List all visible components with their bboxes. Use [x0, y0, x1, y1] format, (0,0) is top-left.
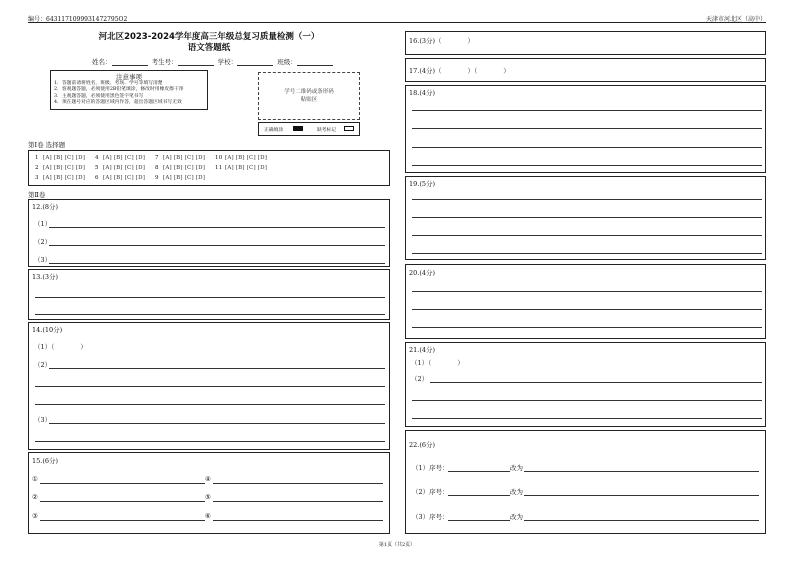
q14-label: 14.(10分): [32, 326, 63, 334]
q15-mark6: ⑥: [205, 512, 211, 520]
q12-sub3: （3）: [34, 256, 52, 264]
name-label: 姓名：: [92, 58, 112, 66]
answer-line[interactable]: [213, 501, 383, 502]
answer-line[interactable]: [524, 520, 759, 521]
q16-label: 16.(3分)（ ）: [409, 37, 475, 45]
q22-row3-prefix: （3）序号：: [412, 513, 449, 521]
mc-options[interactable]: [A] [B] [C] [D]: [103, 155, 146, 161]
q22-box: [405, 430, 766, 534]
mark-sample-box: [258, 122, 360, 136]
q15-label: 15.(6分): [32, 457, 59, 465]
answer-line[interactable]: [35, 441, 385, 442]
q15-mark5: ⑤: [205, 493, 211, 501]
q21-sub1: （1）（ ）: [411, 359, 464, 367]
barcode-line1: 学号二维码或条形码: [284, 89, 334, 95]
answer-line[interactable]: [35, 297, 385, 298]
mc-options[interactable]: [A] [B] [C] [D]: [43, 165, 86, 171]
q19-box: [405, 176, 766, 260]
q22-row3-change: 改为: [510, 513, 523, 521]
q15-mark4: ④: [205, 475, 211, 483]
q13-label: 13.(3分): [32, 273, 59, 281]
q22-row1-change: 改为: [510, 464, 523, 472]
notice-item: 2．客观题答题，必须使用2B铅笔填涂，修改时用橡皮擦干净: [54, 87, 184, 93]
answer-line[interactable]: [524, 471, 759, 472]
student-id-field[interactable]: [178, 58, 214, 66]
student-info: [92, 57, 333, 66]
q13-box: [28, 269, 390, 320]
notice-item: 4．须在题号对应的答题区域内作答，超出答题区域书写无效: [54, 99, 182, 105]
mc-options[interactable]: [A] [B] [C] [D]: [103, 165, 146, 171]
q22-row1-prefix: （1）序号：: [412, 464, 449, 472]
notice-item: 1．答题前请将姓名、班级、考场、学号等填写清楚: [54, 81, 163, 86]
mc-options[interactable]: [A] [B] [C] [D]: [163, 175, 206, 181]
answer-line[interactable]: [412, 253, 762, 254]
section2-label: 第Ⅱ卷: [28, 191, 46, 199]
q12-sub2: （2）: [34, 238, 52, 246]
answer-line[interactable]: [40, 501, 205, 502]
q21-box: [405, 342, 766, 427]
absent-mark-checkbox[interactable]: [344, 126, 354, 131]
absent-mark-label: 缺考标记: [317, 128, 337, 133]
mc-options[interactable]: [A] [B] [C] [D]: [43, 155, 86, 161]
answer-line[interactable]: [49, 423, 385, 424]
q14-sub3: （3）: [34, 416, 52, 424]
answer-line[interactable]: [49, 263, 385, 264]
q22-label: 22.(6分): [409, 441, 436, 449]
header-rule: [28, 22, 766, 23]
answer-line[interactable]: [49, 245, 385, 246]
mc-options[interactable]: [A] [B] [C] [D]: [225, 165, 268, 171]
mc-options[interactable]: [A] [B] [C] [D]: [163, 165, 206, 171]
answer-line[interactable]: [35, 386, 385, 387]
answer-line[interactable]: [213, 483, 383, 484]
q12-label: 12.(8分): [32, 203, 59, 211]
q12-sub1: （1）: [34, 220, 52, 228]
answer-line[interactable]: [35, 314, 385, 315]
answer-line[interactable]: [412, 199, 762, 200]
mc-options[interactable]: [A] [B] [C] [D]: [43, 175, 86, 181]
q15-mark2: ②: [32, 493, 38, 501]
q17-box: [405, 58, 766, 82]
barcode-line2: 粘贴区: [300, 97, 318, 103]
seq-input-line[interactable]: [448, 495, 510, 496]
q22-row2-change: 改为: [510, 488, 523, 496]
q14-box: [28, 322, 390, 450]
q14-sub2: （2）: [34, 361, 52, 369]
answer-line[interactable]: [412, 400, 762, 401]
exam-code: 编号：6431171099931472795O2: [28, 16, 128, 23]
page-title: 河北区2023-2024学年度高三年级总复习质量检测（一）: [98, 32, 320, 42]
answer-line[interactable]: [40, 483, 205, 484]
mc-row: 3 [A] [B] [C] [D] 6 [A] [B] [C] [D] 9 [A] [B] [C] [D]: [35, 175, 206, 181]
q21-sub2: （2）: [411, 375, 429, 383]
mc-row: 2 [A] [B] [C] [D] 5 [A] [B] [C] [D] 8 [A] [B] [C] [D] 11 [A] [B] [C] [D]: [35, 165, 268, 171]
class-label: 班级：: [277, 58, 297, 66]
mc-options[interactable]: [A] [B] [C] [D]: [103, 175, 146, 181]
q20-box: [405, 264, 766, 339]
mc-options[interactable]: [A] [B] [C] [D]: [225, 155, 268, 161]
answer-line[interactable]: [412, 235, 762, 236]
answer-line[interactable]: [412, 309, 762, 310]
q21-label: 21.(4分): [409, 346, 436, 354]
q18-box: [405, 85, 766, 173]
q19-label: 19.(5分): [409, 180, 436, 188]
answer-line[interactable]: [412, 147, 762, 148]
answer-line[interactable]: [412, 327, 762, 328]
answer-line[interactable]: [35, 404, 385, 405]
mc-row: 1 [A] [B] [C] [D] 4 [A] [B] [C] [D] 7 [A] [B] [C] [D] 10 [A] [B] [C] [D]: [35, 155, 268, 161]
name-field[interactable]: [112, 58, 148, 66]
q15-mark1: ①: [32, 475, 38, 483]
q18-label: 18.(4分): [409, 89, 436, 97]
page-subtitle: 语文答题纸: [187, 43, 231, 53]
q22-row2-prefix: （2）序号：: [412, 488, 449, 496]
answer-line[interactable]: [412, 418, 762, 419]
q12-box: [28, 199, 390, 267]
school-field[interactable]: [237, 58, 273, 66]
answer-line[interactable]: [412, 110, 762, 111]
notice-item: 3．主观题答题，必须使用黑色签字笔书写: [54, 93, 144, 99]
answer-line[interactable]: [40, 520, 205, 521]
student-id-label: 考生号：: [151, 58, 178, 66]
class-field[interactable]: [297, 58, 333, 66]
answer-line[interactable]: [412, 128, 762, 129]
correct-fill-sample: [293, 126, 303, 131]
answer-line[interactable]: [49, 227, 385, 228]
correct-fill-label: 正确填涂: [264, 128, 284, 133]
answer-line[interactable]: [430, 382, 762, 383]
seq-input-line[interactable]: [448, 471, 510, 472]
q15-mark3: ③: [32, 512, 38, 520]
answer-line[interactable]: [412, 165, 762, 166]
answer-line[interactable]: [412, 291, 762, 292]
barcode-area: [258, 72, 360, 120]
school-label: 学校：: [217, 58, 238, 66]
q16-box: [405, 31, 766, 55]
q20-label: 20.(4分): [409, 269, 436, 277]
q15-box: [28, 452, 390, 534]
q17-label: 17.(4分)（ ）（ ）: [409, 67, 510, 75]
notice-box: [50, 70, 208, 110]
section1-label: 第Ⅰ卷 选择题: [28, 141, 66, 149]
notice-title: 注意事项: [116, 73, 142, 81]
answer-line[interactable]: [49, 368, 385, 369]
seq-input-line[interactable]: [448, 520, 510, 521]
answer-line[interactable]: [213, 520, 383, 521]
page-footer: 第1页（共2页）: [378, 542, 416, 548]
answer-line[interactable]: [524, 495, 759, 496]
mc-options[interactable]: [A] [B] [C] [D]: [163, 155, 206, 161]
mc-answer-box: [28, 150, 390, 186]
region-label: 天津市河北区（高中）: [705, 16, 766, 23]
answer-line[interactable]: [412, 217, 762, 218]
q14-sub1: （1）（ ）: [34, 343, 87, 351]
